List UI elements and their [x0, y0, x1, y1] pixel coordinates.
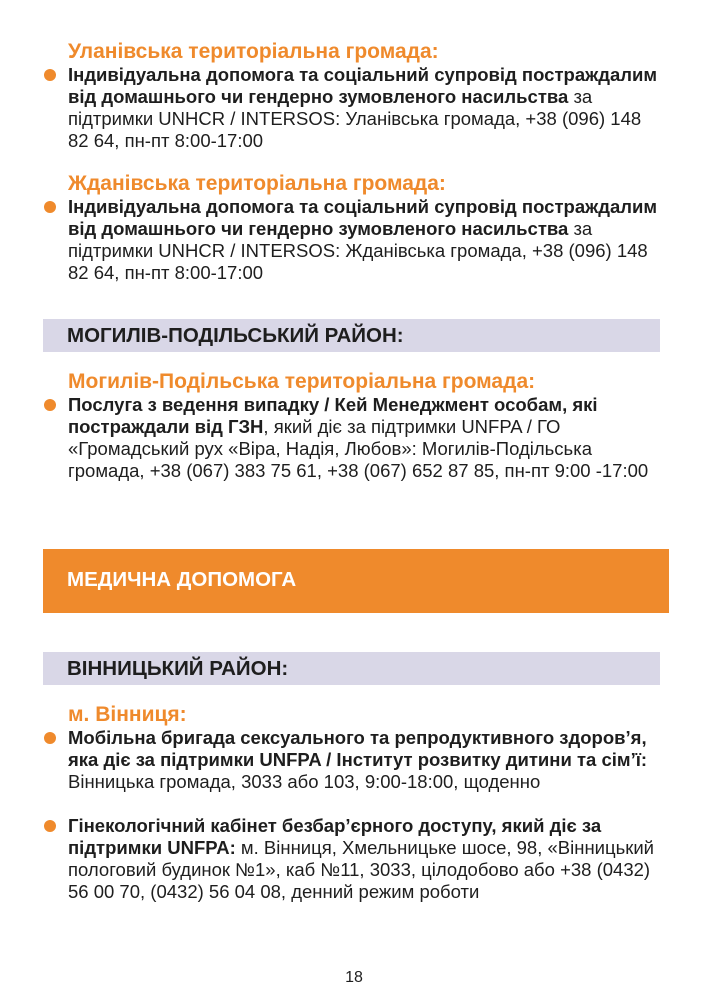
service-title: Індивідуальна допомога та соціальний супровід постраждалим від домашнього чи гендерно зумовленого насильства: [68, 64, 658, 107]
service-title: Мобільна бригада сексуального та репродуктивного здоров’я, яка діє за підтримки UNFPA / Інститут розвитку дитини та сім’ї:: [68, 727, 648, 770]
district-title: МОГИЛІВ-ПОДІЛЬСЬКИЙ РАЙОН:: [67, 324, 404, 347]
district-band-mohyliv: [43, 319, 660, 352]
service-block-vinnytsia-gyn: [44, 815, 664, 903]
service-title: Гінекологічний кабінет безбар’єрного доступу, який діє за підтримки UNFPA:: [68, 815, 602, 858]
service-details: м. Вінниця, Хмельницьке шосе, 98, «Вінницький пологовий будинок №1», каб №11, 3033, цілодобово або +38 (0432) 56 00 70, (0432) 56 04 08, денний режим роботи: [68, 837, 655, 902]
service-details: за підтримки UNHCR / INTERSOS: Уланівська громада, +38 (096) 148 82 64, пн-пт 8:00-17:00: [68, 86, 642, 151]
service-details: за підтримки UNHCR / INTERSOS: Жданівська громада, +38 (096) 148 82 64, пн-пт 8:00-17:00: [68, 218, 648, 283]
service-block-mohyliv: [44, 370, 664, 482]
service-entry: [44, 394, 664, 482]
service-entry: [44, 64, 664, 152]
section-banner-medical: [43, 549, 669, 613]
bullet-icon: [44, 732, 56, 744]
service-title: Індивідуальна допомога та соціальний супровід постраждалим від домашнього чи гендерно зумовленого насильства: [68, 196, 658, 239]
service-details: , який діє за підтримки UNFPA / ГО «Громадський рух «Віра, Надія, Любов»: Могилів-Подільська громада, +38 (067) 383 75 61, +38 (067) 652 87 85, пн-пт 9:00 -17:00: [68, 416, 649, 481]
service-block-vinnytsia-mobile: [44, 703, 664, 793]
community-heading: Уланівська територіальна громада:: [68, 40, 439, 63]
page-number: 18: [345, 969, 363, 986]
service-entry: [44, 815, 664, 903]
community-heading: Могилів-Подільська територіальна громада:: [68, 370, 536, 393]
service-entry: [44, 196, 664, 284]
district-band-vinnytsia: [43, 652, 660, 685]
bullet-icon: [44, 399, 56, 411]
service-block-ulaniv: [44, 40, 664, 152]
community-heading: м. Вінниця:: [68, 703, 187, 726]
district-title: ВІННИЦЬКИЙ РАЙОН:: [67, 657, 289, 680]
section-title: МЕДИЧНА ДОПОМОГА: [67, 568, 297, 591]
community-heading: Жданівська територіальна громада:: [68, 172, 446, 195]
service-entry: [44, 727, 664, 793]
service-title: Послуга з ведення випадку / Кей Менеджмент особам, які постраждали від ГЗН: [68, 394, 598, 437]
service-details: Вінницька громада, 3033 або 103, 9:00-18:00, щоденно: [68, 771, 541, 792]
service-block-zhdaniv: [44, 172, 664, 284]
bullet-icon: [44, 820, 56, 832]
bullet-icon: [44, 201, 56, 213]
bullet-icon: [44, 69, 56, 81]
